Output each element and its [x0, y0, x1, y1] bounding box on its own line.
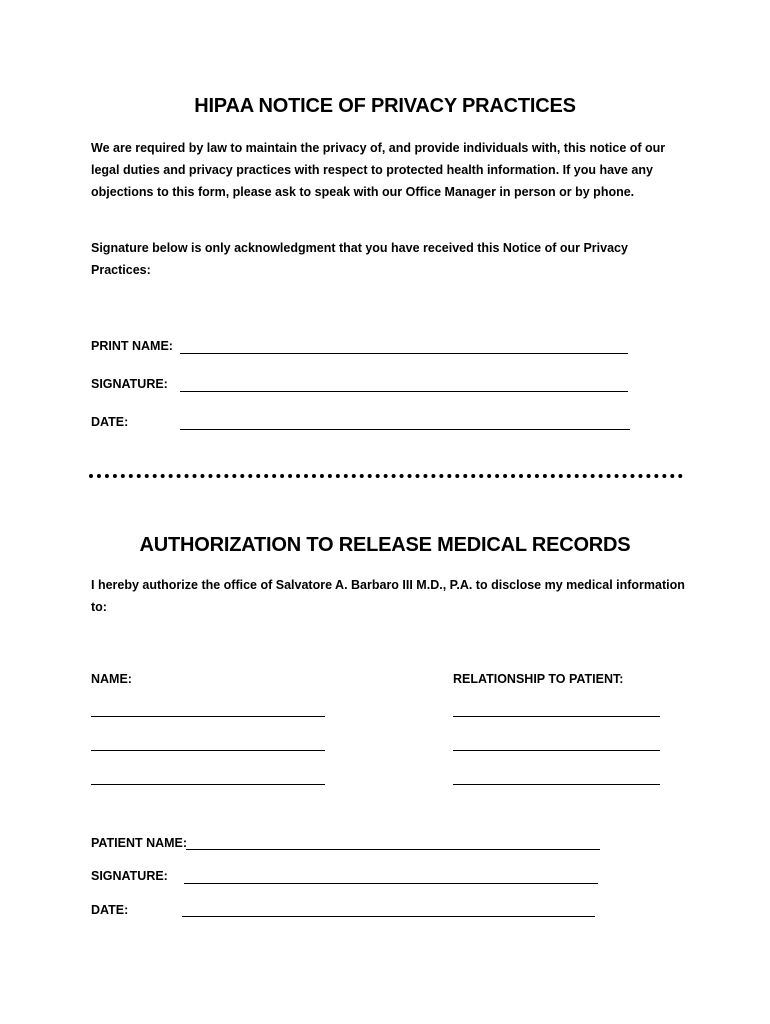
authorization-date-label: DATE: — [91, 903, 129, 917]
relationship-field[interactable] — [453, 750, 660, 751]
notice-paragraph-2: Signature below is only acknowledgment that you have received this Notice of our Privacy Practices: — [91, 241, 628, 277]
relationship-field[interactable] — [453, 716, 660, 717]
signature-field[interactable] — [180, 391, 628, 392]
patient-name-label: PATIENT NAME: — [91, 836, 188, 850]
authorization-title: AUTHORIZATION TO RELEASE MEDICAL RECORDS — [139, 534, 631, 556]
authorization-paragraph: I hereby authorize the office of Salvatore A. Barbaro III M.D., P.A. to disclose my medical information to: — [91, 578, 685, 614]
signature-label: SIGNATURE: — [91, 377, 168, 391]
notice-paragraph-1: We are required by law to maintain the privacy of, and provide individuals with, this notice of our legal duties and privacy practices with respect to protected health information. If you have any objections to this form, please ask to speak with our Office Manager in person or by phone. — [91, 141, 666, 199]
authorization-signature-label: SIGNATURE: — [91, 869, 168, 883]
patient-name-field[interactable] — [186, 849, 600, 850]
recipient-name-column-label: NAME: — [91, 672, 132, 686]
relationship-field[interactable] — [453, 784, 660, 785]
date-field[interactable] — [180, 429, 630, 430]
date-label: DATE: — [91, 415, 129, 429]
authorization-date-field[interactable] — [182, 916, 595, 917]
relationship-column-label: RELATIONSHIP TO PATIENT: — [453, 672, 624, 686]
recipient-name-field[interactable] — [91, 784, 325, 785]
notice-title: HIPAA NOTICE OF PRIVACY PRACTICES — [194, 95, 576, 117]
print-name-field[interactable] — [180, 353, 628, 354]
section-divider — [89, 474, 683, 478]
recipient-name-field[interactable] — [91, 716, 325, 717]
recipient-name-field[interactable] — [91, 750, 325, 751]
print-name-label: PRINT NAME: — [91, 339, 173, 353]
authorization-signature-field[interactable] — [184, 883, 598, 884]
